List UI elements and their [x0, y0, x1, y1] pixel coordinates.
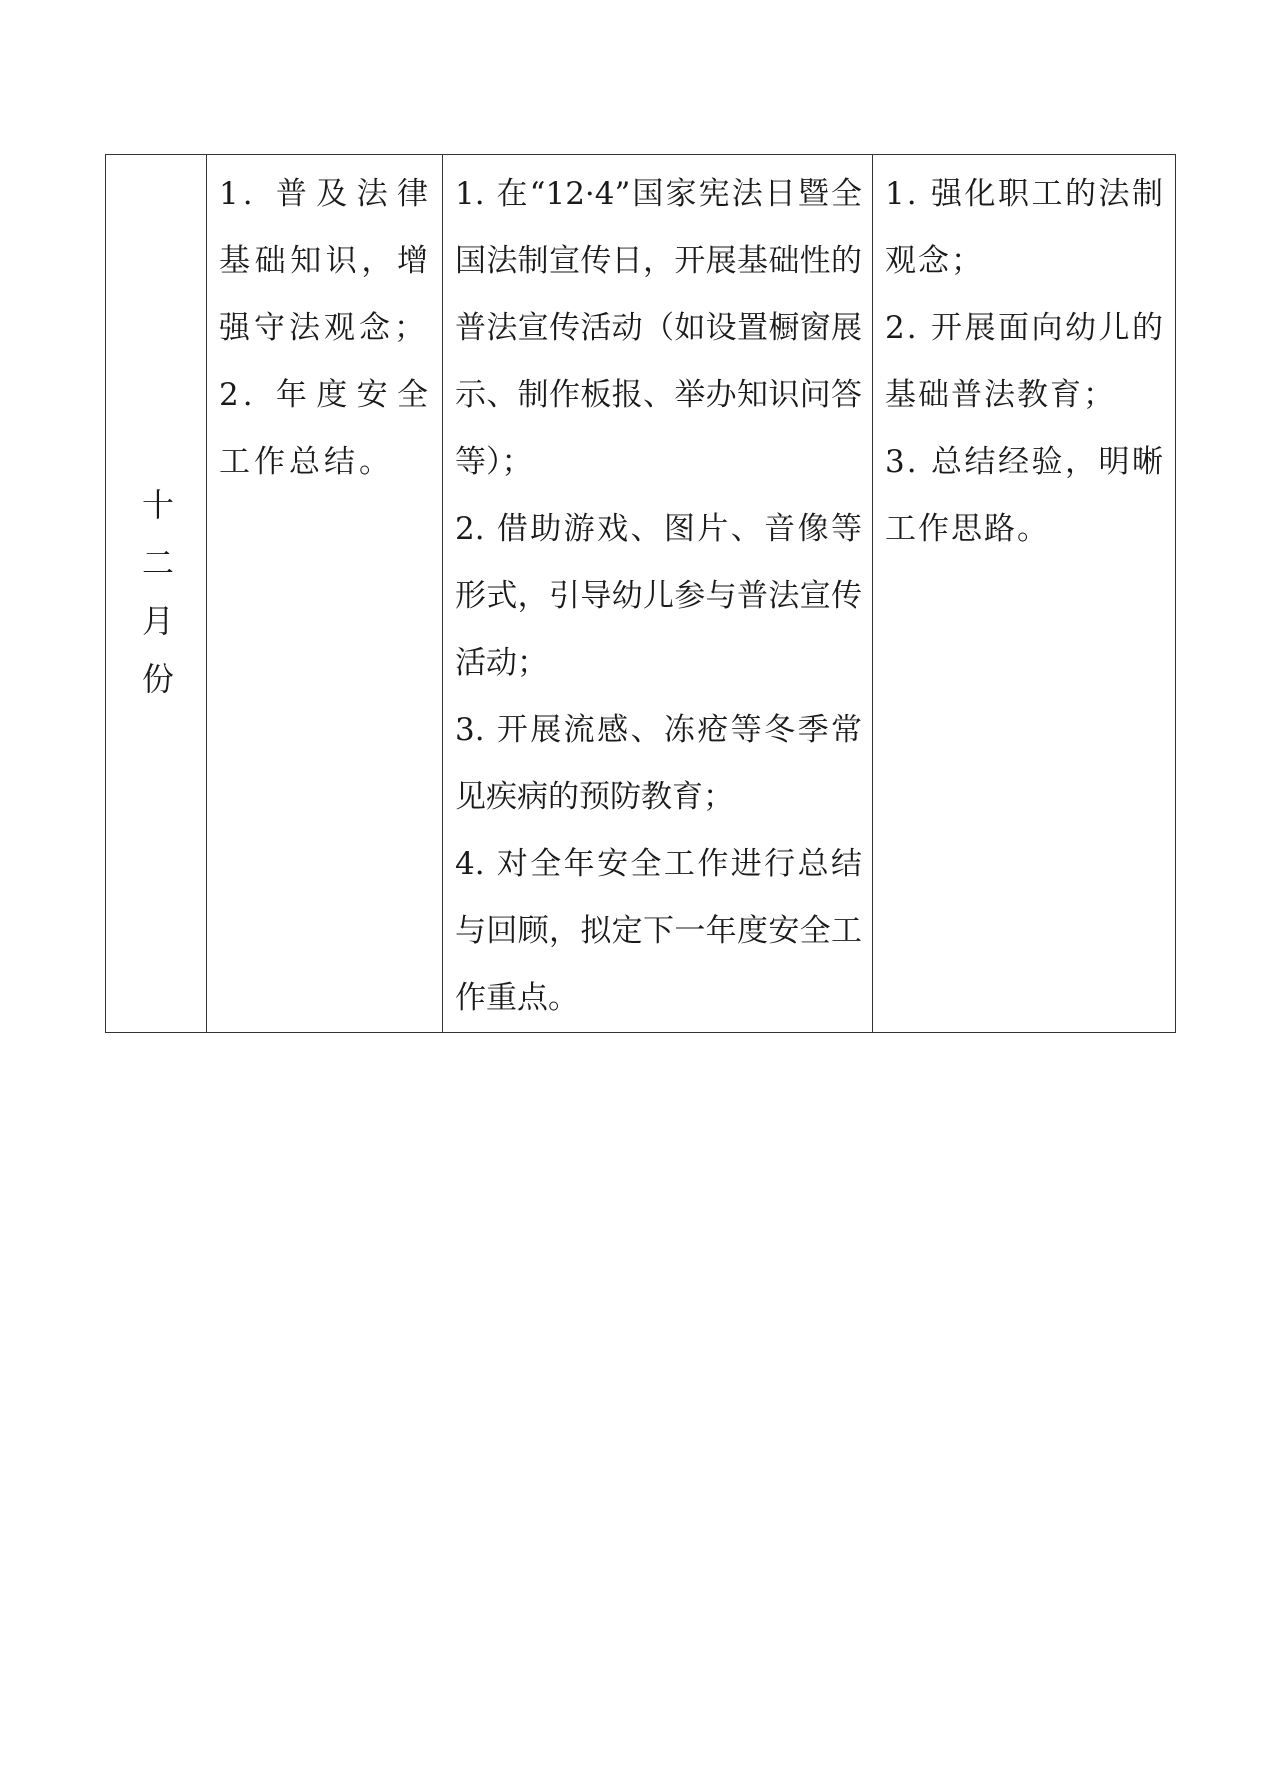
month-cell — [106, 155, 207, 1033]
content-item: 3. 开展流感、冻疮等冬季常见疾病的预防教育； — [455, 712, 862, 815]
content-item: 4. 对全年安全工作进行总结与回顾，拟定下一年度安全工作重点。 — [455, 846, 862, 1016]
measure-item: 3. 总结经验，明晰工作思路。 — [885, 444, 1165, 547]
measure-item: 1. 强化职工的法制观念； — [885, 176, 1165, 279]
month-label: 十二月份 — [137, 487, 175, 720]
table-row — [106, 155, 1176, 1033]
safety-plan-table — [105, 154, 1176, 1033]
measure-item: 2. 开展面向幼儿的基础普法教育； — [885, 310, 1165, 413]
content-item: 1. 在“12·4”国家宪法日暨全国法制宣传日，开展基础性的普法宣传活动（如设置橱窗展示、制作板报、举办知识问答等）； — [455, 176, 862, 480]
goal-item: 1. 普及法律基础知识，增强守法观念； — [219, 176, 432, 346]
goal-item: 2. 年度安全工作总结。 — [219, 377, 432, 480]
contents-list — [443, 155, 872, 1032]
goals-cell — [207, 155, 443, 1033]
contents-cell — [443, 155, 873, 1033]
measures-list — [873, 155, 1175, 563]
content-item: 2. 借助游戏、图片、音像等形式，引导幼儿参与普法宣传活动； — [455, 511, 862, 681]
goals-list — [207, 155, 442, 496]
measures-cell — [873, 155, 1176, 1033]
